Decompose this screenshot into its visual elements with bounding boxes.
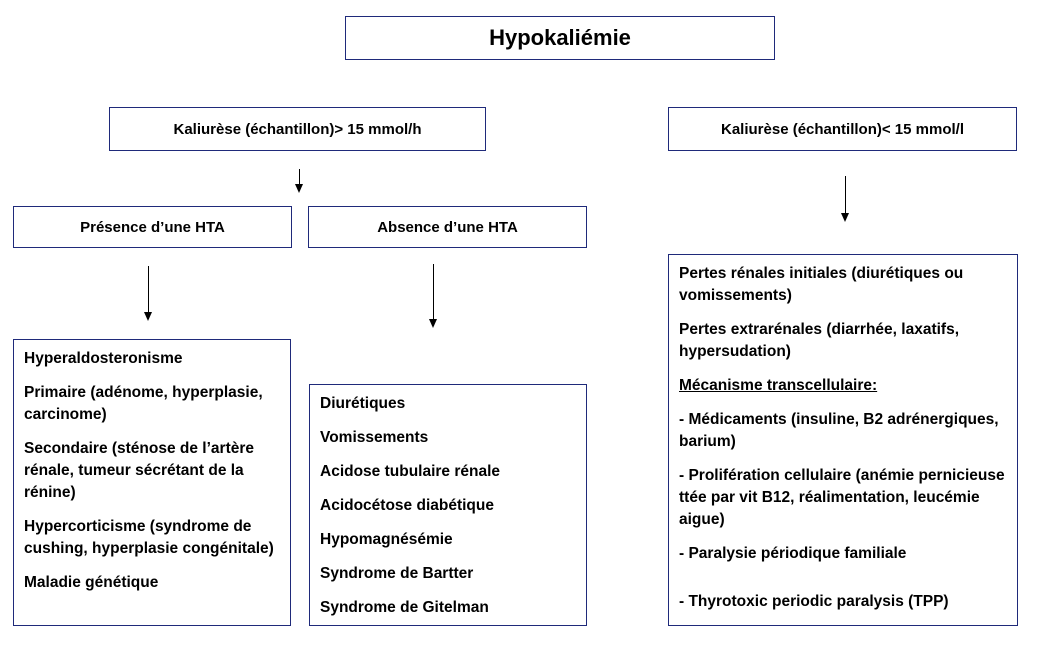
cause-item: - Paralysie périodique familiale (679, 545, 907, 562)
kaliurese-low-causes-box (668, 254, 1018, 626)
cause-item: Hyperaldosteronisme (24, 350, 183, 367)
arrow-absent-to-list (433, 264, 434, 326)
cause-item: Diurétiques (320, 395, 406, 412)
hta-absent-node (308, 206, 587, 248)
kaliurese-low-label: Kaliurèse (échantillon)< 15 mmol/l (721, 120, 964, 138)
cause-item: Syndrome de Gitelman (320, 599, 489, 616)
root-node (345, 16, 775, 60)
cause-item: Pertes extrarénales (diarrhée, laxatifs, hypersudation) (679, 321, 960, 360)
cause-item: Secondaire (sténose de l’artère rénale, tumeur sécrétant de la rénine) (24, 440, 255, 501)
hta-present-node (13, 206, 292, 248)
arrow-high-to-hta (299, 169, 300, 191)
kaliurese-low-node (668, 107, 1017, 151)
cause-item: Hypomagnésémie (320, 531, 453, 548)
cause-item: Acidose tubulaire rénale (320, 463, 501, 480)
cause-item: Maladie génétique (24, 574, 159, 591)
kaliurese-high-node (109, 107, 486, 151)
root-label: Hypokaliémie (489, 25, 631, 50)
cause-item: Pertes rénales initiales (diurétiques ou vomissements) (679, 265, 964, 304)
hta-absent-causes-box (309, 384, 587, 626)
arrow-low-to-list (845, 176, 846, 220)
arrow-present-to-list (148, 266, 149, 319)
cause-item: Syndrome de Bartter (320, 565, 474, 582)
cause-item: Hypercorticisme (syndrome de cushing, hyperplasie congénitale) (24, 518, 274, 557)
cause-item: Vomissements (320, 429, 429, 446)
cause-item: - Thyrotoxic periodic paralysis (TPP) (679, 593, 949, 610)
kaliurese-high-label: Kaliurèse (échantillon)> 15 mmol/h (173, 120, 422, 138)
hta-present-label: Présence d’une HTA (80, 218, 225, 236)
hta-present-causes-box (13, 339, 291, 626)
cause-item: - Médicaments (insuline, B2 adrénergiques, barium) (679, 411, 999, 450)
transcellular-heading: Mécanisme transcellulaire: (679, 377, 878, 394)
cause-item: Primaire (adénome, hyperplasie, carcinome) (24, 384, 263, 423)
cause-item: - Prolifération cellulaire (anémie pernicieuse ttée par vit B12, réalimentation, leucémie aigue) (679, 467, 1005, 528)
cause-item: Acidocétose diabétique (320, 497, 494, 514)
hta-absent-label: Absence d’une HTA (377, 218, 518, 236)
